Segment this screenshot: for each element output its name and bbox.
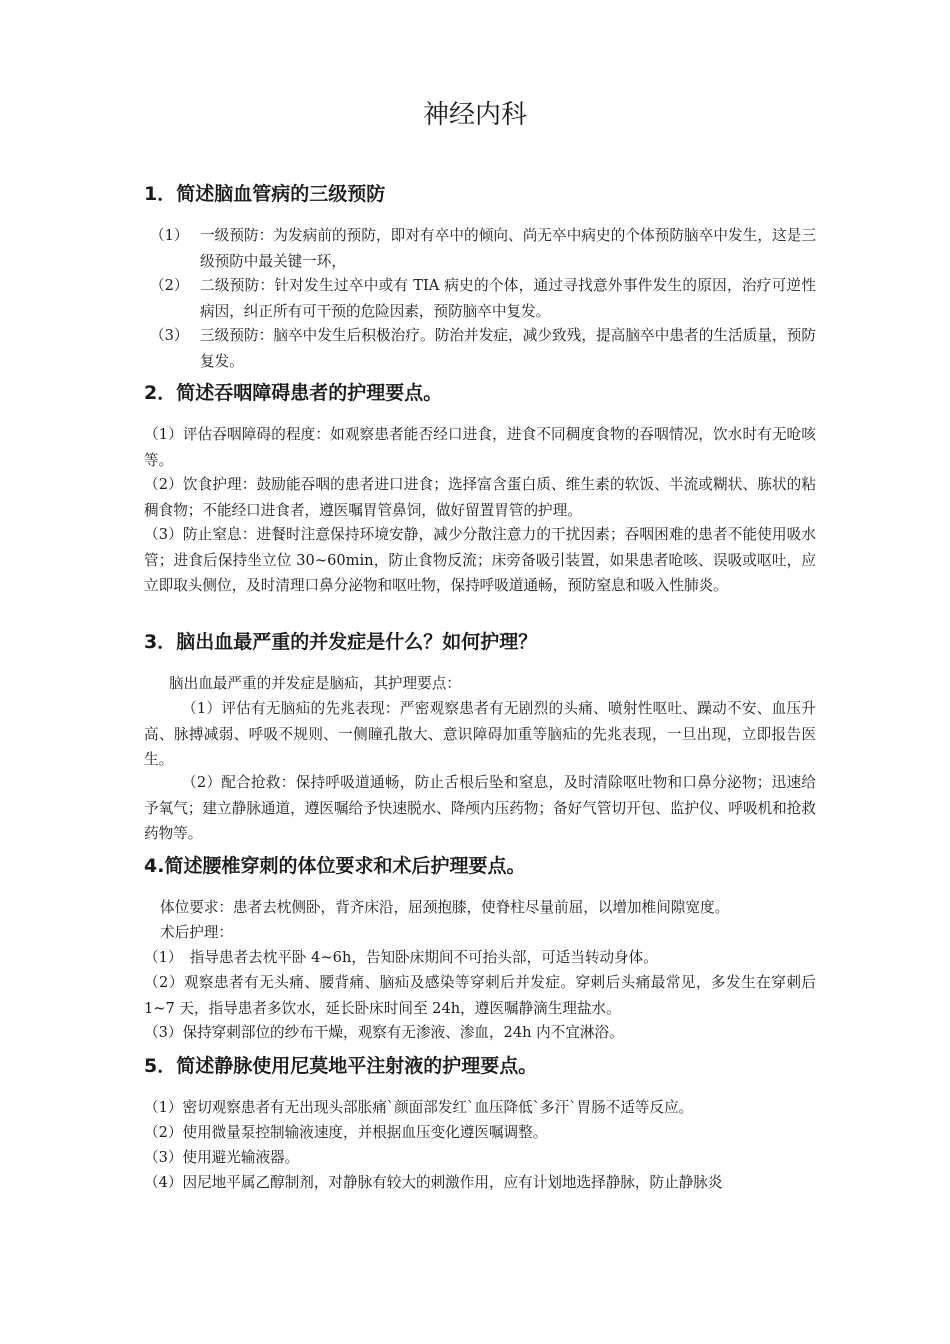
- section-1-heading: 1．简述脑血管病的三级预防: [144, 183, 386, 205]
- section-2-heading: 2．简述吞咽障碍患者的护理要点。: [144, 382, 443, 404]
- section-4-paragraph-4: （2）观察患者有无头痛、腰背痛、脑疝及感染等穿刺后并发症。穿刺后头痛最常见，多发生在穿刺后 1~7 天，指导患者多饮水，延长卧床时间至 24h，遵医嘱静滴生理盐水。: [144, 974, 816, 1017]
- section-1-item-2: [144, 273, 816, 324]
- section-3-paragraph-1: 脑出血最严重的并发症是脑疝，其护理要点：: [169, 675, 461, 692]
- section-4-paragraph-5: （3）保持穿刺部位的纱布干燥，观察有无渗液、渗血，24h 内不宜淋浴。: [144, 1024, 624, 1041]
- section-3-heading: 3．脑出血最严重的并发症是什么？如何护理？: [144, 631, 538, 653]
- section-5-heading: 5．简述静脉使用尼莫地平注射液的护理要点。: [144, 1055, 538, 1077]
- item-text: 二级预防：针对发生过卒中或有 TIA 病史的个体，通过寻找意外事件发生的原因，治疗可逆性病因，纠正所有可干预的危险因素，预防脑卒中复发。: [200, 277, 816, 320]
- section-4-paragraph-1: 体位要求：患者去枕侧卧，背齐床沿，屈颈抱膝，使脊柱尽量前屈，以增加椎间隙宽度。: [160, 899, 730, 916]
- section-5-paragraph-4: （4）因尼地平属乙醇制剂，对静脉有较大的刺激作用，应有计划地选择静脉，防止静脉炎: [144, 1174, 723, 1191]
- item-number: （3）: [150, 327, 189, 344]
- section-2-paragraph-1: （1）评估吞咽障碍的程度：如观察患者能否经口进食，进食不同稠度食物的吞咽情况，饮水时有无呛咳等。: [144, 426, 816, 469]
- page-title: 神经内科: [422, 100, 527, 130]
- section-5-paragraph-2: （2）使用微量泵控制输液速度，并根据血压变化遵医嘱调整。: [144, 1124, 548, 1141]
- section-2-paragraph-2: （2）饮食护理：鼓励能吞咽的患者进口进食；选择富含蛋白质、维生素的软饭、半流或糊状、胨状的粘稠食物；不能经口进食者，遵医嘱胃管鼻饲，做好留置胃管的护理。: [144, 476, 816, 519]
- section-1-item-3: [144, 323, 816, 374]
- section-4-paragraph-2: 术后护理：: [160, 924, 233, 941]
- section-5-paragraph-3: （3）使用避光输液器。: [144, 1149, 300, 1166]
- section-4-paragraph-3: （1） 指导患者去枕平卧 4~6h，告知卧床期间不可抬头部，可适当转动身体。: [144, 949, 658, 966]
- section-4-heading: 4.简述腰椎穿刺的体位要求和术后护理要点。: [144, 855, 526, 877]
- item-text: 三级预防：脑卒中发生后积极治疗。防治并发症，减少致残，提高脑卒中患者的生活质量，预防复发。: [200, 327, 816, 370]
- item-text: 一级预防：为发病前的预防，即对有卒中的倾向、尚无卒中病史的个体预防脑卒中发生，这是三级预防中最关键一环，: [200, 227, 816, 270]
- section-5-paragraph-1: （1）密切观察患者有无出现头部胀痛`颜面部发红`血压降低`多汗`胃肠不适等反应。: [144, 1099, 694, 1116]
- section-1-item-1: [144, 223, 816, 274]
- section-3-paragraph-3: （2）配合抢救：保持呼吸道通畅，防止舌根后坠和窒息，及时清除呕吐物和口鼻分泌物；迅速给予氧气；建立静脉通道，遵医嘱给予快速脱水、降颅内压药物；备好气管切开包、监护仪、呼吸机和抢救药物等。: [144, 774, 816, 842]
- section-3-paragraph-2: （1）评估有无脑疝的先兆表现：严密观察患者有无剧烈的头痛、喷射性呕吐、躁动不安、血压升高、脉搏减弱、呼吸不规则、一侧瞳孔散大、意识障碍加重等脑疝的先兆表现，一旦出现，立即报告医生。: [144, 700, 816, 768]
- item-number: （1）: [150, 227, 189, 244]
- item-number: （2）: [150, 277, 189, 294]
- section-2-paragraph-3: （3）防止窒息：进餐时注意保持环境安静，减少分散注意力的干扰因素；吞咽困难的患者不能使用吸水管；进食后保持坐立位 30~60min，防止食物反流；床旁备吸引装置，如果患者呛咳、误吸或呕吐，应立即取头侧位，及时清理口鼻分泌物和呕吐物，保持呼吸道通畅，预防窒息和吸入性肺炎。: [144, 526, 816, 594]
